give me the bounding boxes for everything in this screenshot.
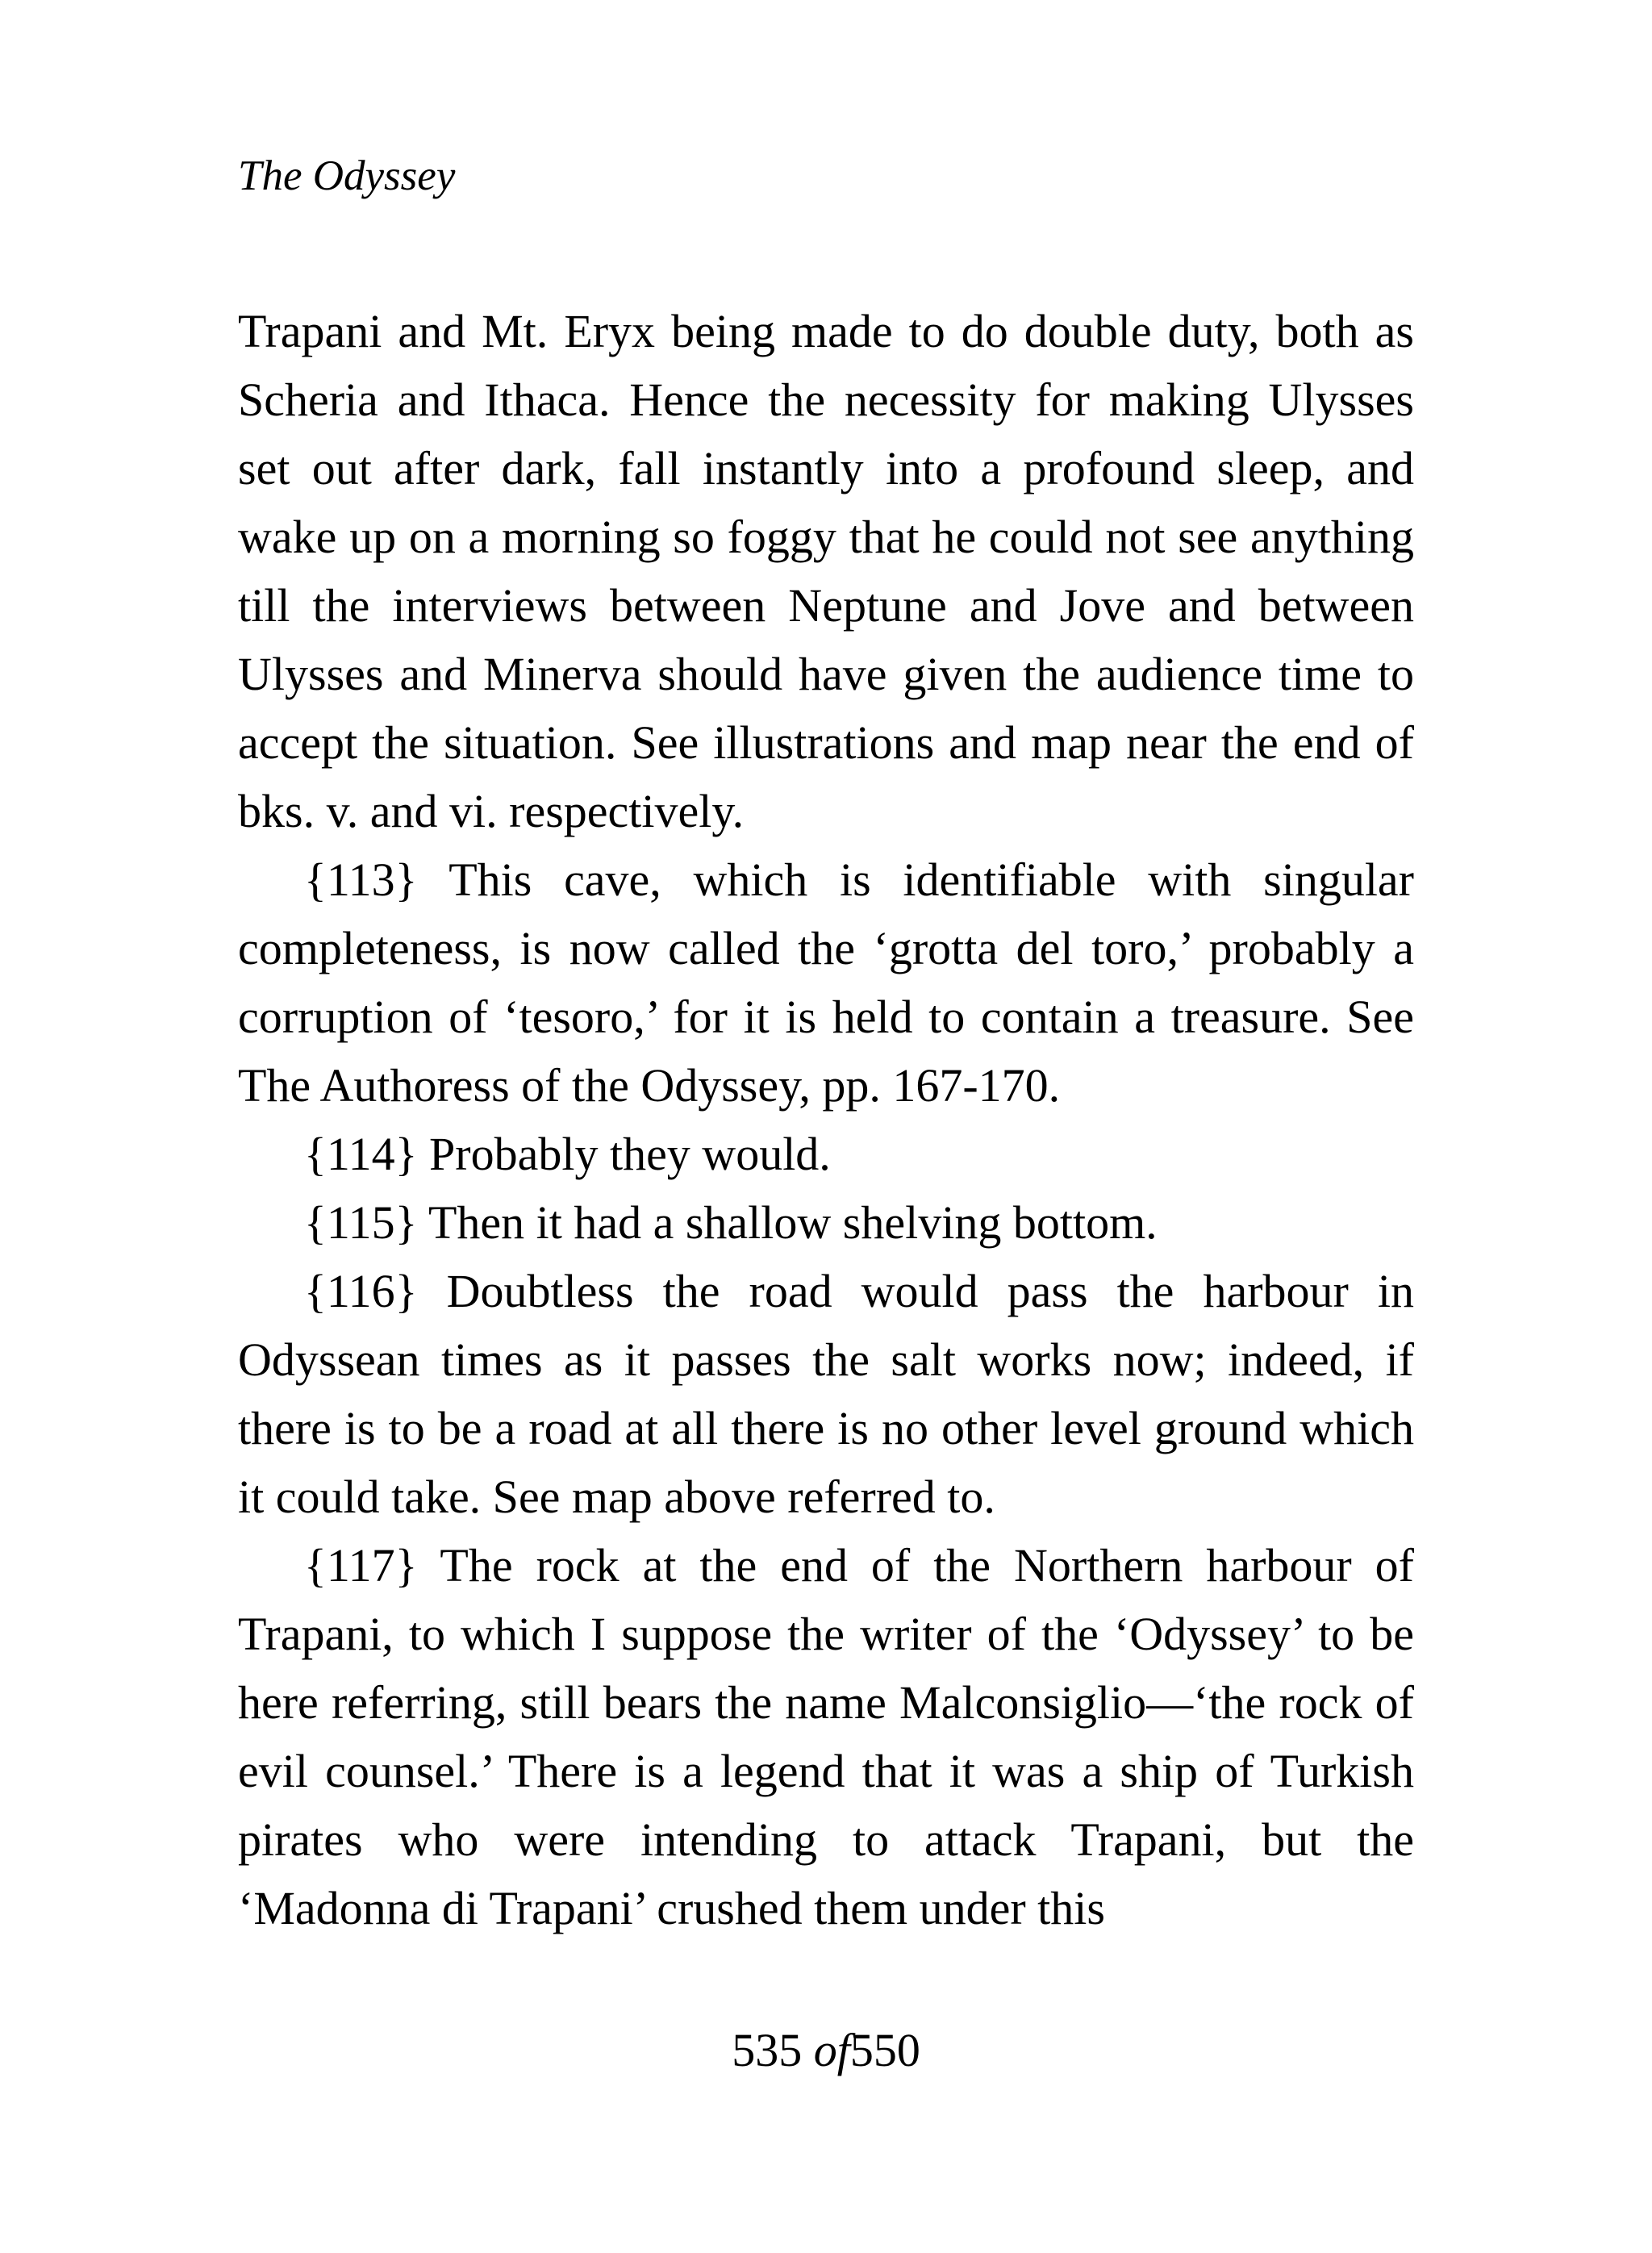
running-head: The Odyssey (238, 152, 456, 199)
paragraph-continued: Trapani and Mt. Eryx being made to do double duty, both as Scheria and Ithaca. Hence the necessity for making Ulysses set out after dark, fall instantly into a profound sleep, and wake up on a morning so foggy that he could not see anything till the interviews between Neptune and Jove and between Ulysses and Minerva should have given the audience time to accept the situation. See illustrations and map near the end of bks. v. and vi. respectively. (238, 305, 1414, 837)
page-number-total: 550 (849, 2024, 920, 2076)
page-number (0, 2021, 1652, 2080)
footnote-113: {113} This cave, which is identifiable with singular completeness, is now called the ‘grotta del toro,’ probably a corruption of ‘tesoro,’ for it is held to contain a treasure. See The Authoress of the Odyssey, pp. 167-170. (238, 853, 1414, 1112)
page-number-current: 535 (732, 2024, 803, 2076)
footnote-117: {117} The rock at the end of the Northern harbour of Trapani, to which I suppose the writer of the ‘Odyssey’ to be here referring, still bears the name Malconsiglio—‘the rock of evil counsel.’ There is a legend that it was a ship of Turkish pirates who were intending to attack Trapani, but the ‘Madonna di Trapani’ crushed them under this (238, 1539, 1414, 1934)
footnote-114: {114} Probably they would. (304, 1128, 831, 1180)
footnote-115: {115} Then it had a shallow shelving bottom. (304, 1196, 1158, 1249)
page-number-of: of (813, 2024, 850, 2076)
body-text (238, 297, 1414, 1942)
footnote-116: {116} Doubtless the road would pass the harbour in Odyssean times as it passes the salt works now; indeed, if there is to be a road at all there is no other level ground which it could take. See map above referred to. (238, 1265, 1414, 1523)
